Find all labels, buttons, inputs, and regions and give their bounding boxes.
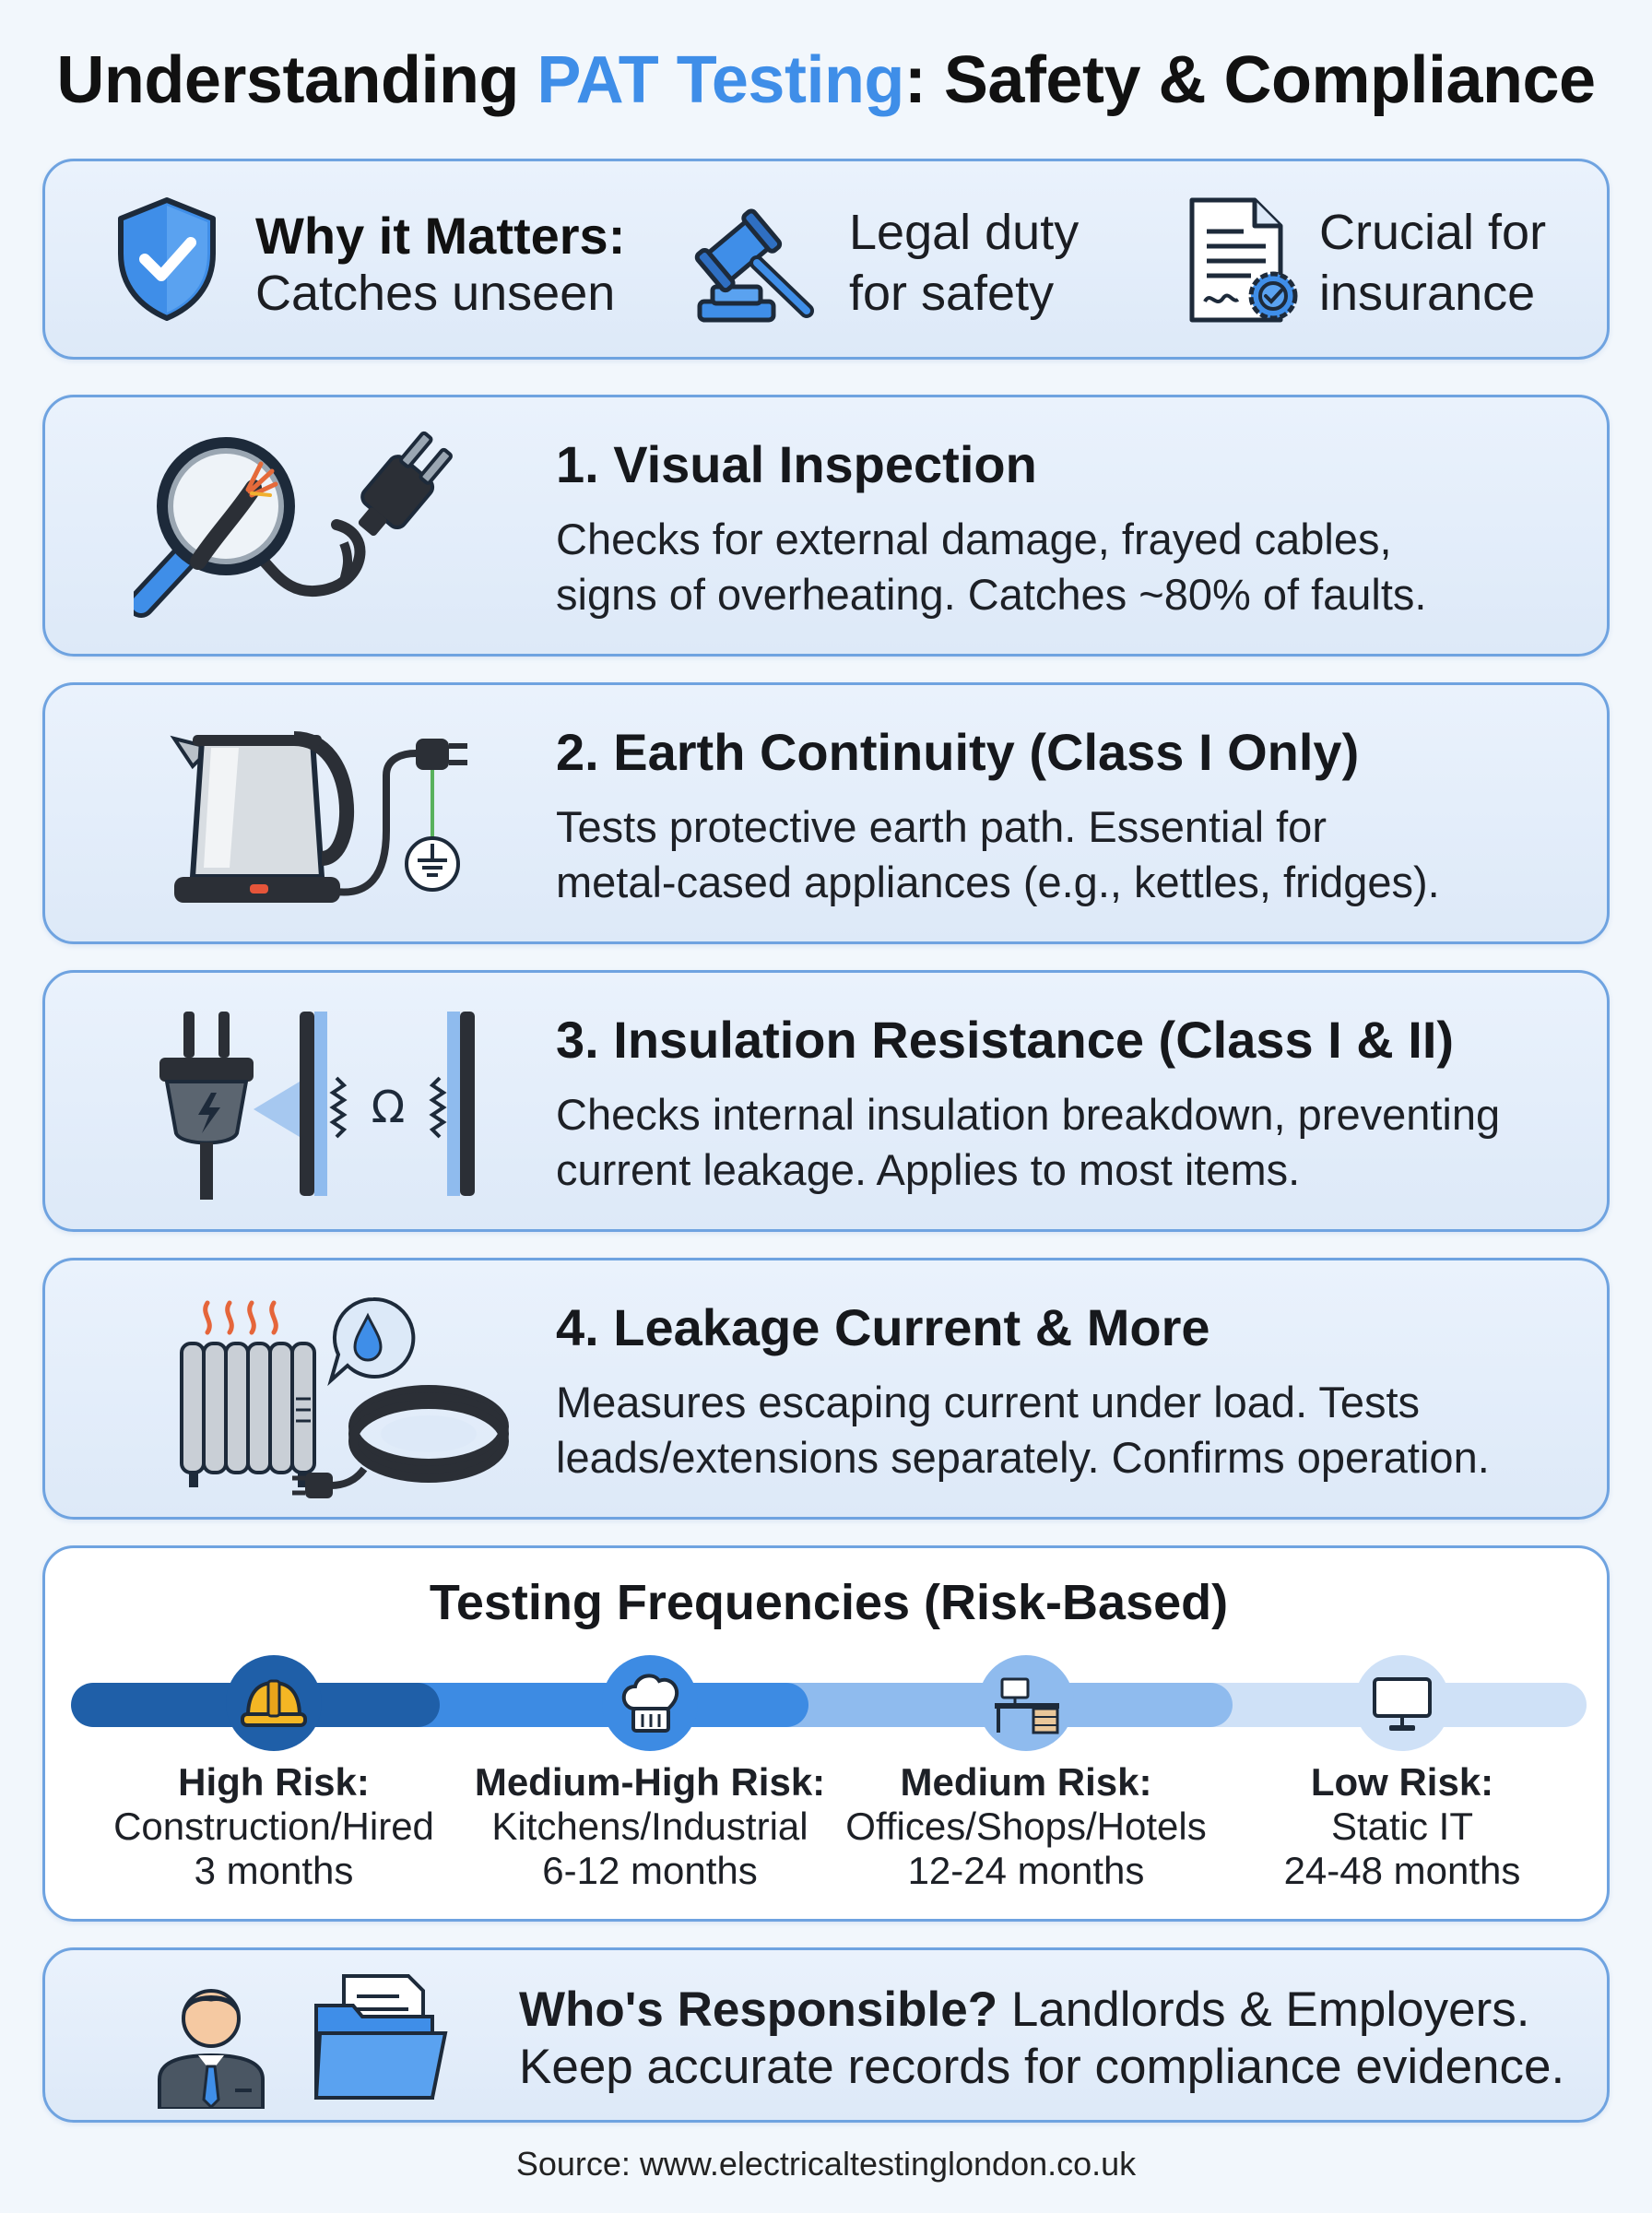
section-desc-line1: Measures escaping current under load. Tests [556,1378,1421,1426]
responsibility-line1 [519,1982,1529,2039]
section-title: 2. Earth Continuity (Class I Only) [556,723,1360,781]
risk-examples: Offices/Shops/Hotels [845,1805,1207,1848]
svg-text:Ω: Ω [371,1082,406,1133]
risk-name: Medium Risk: [900,1760,1152,1804]
responsibility-card [42,1947,1610,2123]
section-desc-line1: Checks internal insulation breakdown, preventing [556,1090,1501,1139]
testing-frequencies-card [42,1545,1610,1922]
hard-hat-icon [226,1655,322,1751]
section-leakage-current [42,1258,1610,1520]
section-desc-line2: metal-cased appliances (e.g., kettles, fridges). [556,858,1440,906]
gavel-icon [681,193,820,336]
title-prefix: Understanding [56,43,537,117]
monitor-icon [1354,1655,1450,1751]
risk-level-high [80,1760,467,1893]
certificate-document-icon [1177,195,1316,337]
responsibility-who: Landlords & Employers. [997,1982,1530,2037]
section-title: 4. Leakage Current & More [556,1298,1210,1356]
section-desc-line1: Tests protective earth path. Essential for [556,802,1327,851]
page-title [0,42,1652,118]
why-item-legal-line2: for safety [849,266,1055,321]
section-desc-line2: signs of overheating. Catches ~80% of faults. [556,570,1427,619]
businessman-icon [147,1970,276,2113]
section-desc-line2: leads/extensions separately. Confirms operation. [556,1433,1490,1482]
section-visual-inspection [42,395,1610,657]
section-desc-line1: Checks for external damage, frayed cables, [556,515,1392,563]
why-item-catches: Catches unseen [255,266,616,321]
kettle-earth-icon [156,720,488,928]
risk-name: High Risk: [178,1760,370,1804]
why-it-matters-card [42,159,1610,360]
why-item-insurance-line2: insurance [1319,266,1536,321]
frequencies-title: Testing Frequencies (Risk-Based) [429,1575,1229,1630]
title-suffix: : Safety & Compliance [903,43,1596,117]
risk-level-medium-high [456,1760,844,1893]
risk-interval: 12-24 months [907,1849,1145,1892]
section-insulation-resistance [42,970,1610,1232]
risk-name: Medium-High Risk: [474,1760,826,1804]
risk-interval: 6-12 months [542,1849,758,1892]
desk-icon [978,1655,1074,1751]
risk-examples: Construction/Hired [113,1805,434,1848]
shield-check-icon [112,195,222,328]
heater-extension-lead-icon [134,1288,521,1505]
section-title: 3. Insulation Resistance (Class I & II) [556,1011,1455,1069]
chef-hat-icon [602,1655,698,1751]
title-highlight: PAT Testing [537,43,904,117]
section-title: 1. Visual Inspection [556,435,1037,493]
risk-name: Low Risk: [1310,1760,1494,1804]
responsibility-heading: Who's Responsible? [519,1982,998,2037]
why-item-insurance-line1: Crucial for [1319,205,1547,260]
risk-examples: Static IT [1330,1805,1474,1848]
risk-interval: 24-48 months [1283,1849,1521,1892]
risk-level-medium [832,1760,1220,1893]
risk-examples: Kitchens/Industrial [491,1805,808,1848]
why-item-legal-line1: Legal duty [849,205,1080,260]
responsibility-line2: Keep accurate records for compliance evidence. [519,2040,1565,2094]
risk-level-low [1209,1760,1596,1893]
magnifier-frayed-plug-icon [134,423,466,640]
source-citation: Source: www.electricaltestinglondon.co.uk [515,2145,1137,2183]
plug-resistance-icon [147,1008,497,1206]
why-heading: Why it Matters: [255,207,626,265]
section-desc-line2: current leakage. Applies to most items. [556,1145,1301,1194]
section-earth-continuity [42,682,1610,944]
risk-interval: 3 months [194,1849,354,1892]
document-folder-icon [307,1969,454,2112]
